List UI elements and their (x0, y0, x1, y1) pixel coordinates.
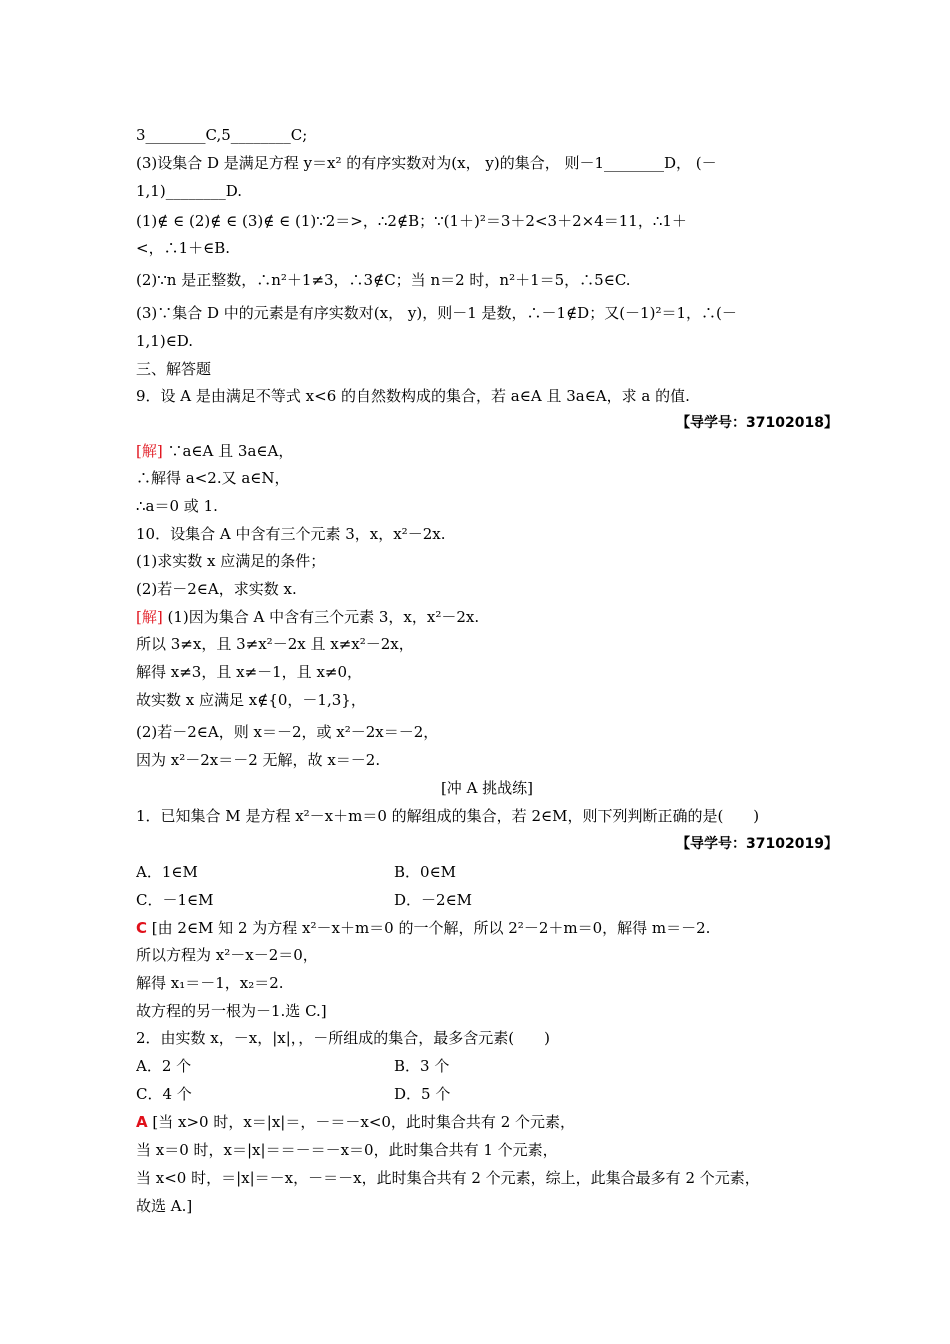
solution-line: [解] ∵a∈A 且 3a∈A， (136, 442, 294, 460)
solution-line: [解] (1)因为集合 A 中含有三个元素 3，x，x²－2x. (136, 608, 480, 626)
text-line: 3________C,5________C; (136, 126, 308, 144)
text-line: (3)设集合 D 是满足方程 y＝x² 的有序实数对为(x， y)的集合， 则－1________D， (－ (136, 154, 717, 172)
options-row (136, 1056, 838, 1076)
answer-letter: C (136, 919, 148, 937)
text-line: 1,1)________D. (136, 182, 242, 200)
text-line: (2)∵n 是正整数，∴n²＋1≠3，∴3∉C；当 n＝2 时，n²＋1＝5，∴5∈C. (136, 271, 631, 289)
text-line: 故方程的另一根为－1.选 C.] (136, 1002, 327, 1020)
text-line: (3)∵集合 D 中的元素是有序实数对(x， y)，则－1 是数，∴－1∉D；又(－1)²＝1，∴(－ (136, 304, 737, 322)
option-d: D．5 个 (394, 1085, 451, 1103)
text-line: (2)若－2∈A，则 x＝－2，或 x²－2x＝－2， (136, 723, 439, 741)
option-a: A．2 个 (136, 1057, 192, 1075)
question-10: 10．设集合 A 中含有三个元素 3，x，x²－2x. (136, 525, 446, 543)
text-line: 故实数 x 应满足 x∉{0，－1,3}， (136, 691, 366, 709)
option-c: C．－1∈M (136, 891, 214, 909)
text-line: 解得 x₁＝－1，x₂＝2. (136, 974, 284, 992)
question-9: 9．设 A 是由满足不等式 x<6 的自然数构成的集合，若 a∈A 且 3a∈A，求 a 的值. (136, 387, 690, 405)
options-row (136, 1084, 838, 1104)
text-line: <，∴1＋∈B. (136, 239, 231, 257)
solution-tag: [解] (136, 608, 163, 626)
text-line: 故选 A.] (136, 1197, 193, 1215)
answer-line: A [当 x>0 时，x＝|x|＝，－＝－x<0，此时集合共有 2 个元素， (136, 1113, 576, 1131)
text-line: 解得 x≠3，且 x≠－1，且 x≠0， (136, 663, 363, 681)
option-b: B．0∈M (394, 863, 457, 881)
text-line: 所以方程为 x²－x－2＝0， (136, 946, 318, 964)
guide-number: 【导学号：37102019】 (676, 836, 838, 852)
options-row (136, 890, 838, 910)
section-heading: 三、解答题 (136, 360, 212, 378)
text-line: 所以 3≠x，且 3≠x²－2x 且 x≠x²－2x， (136, 635, 414, 653)
option-b: B．3 个 (394, 1057, 450, 1075)
text-line: (2)若－2∈A，求实数 x. (136, 580, 297, 598)
guide-number: 【导学号：37102018】 (676, 415, 838, 431)
section-heading: [冲 A 挑战练] (440, 779, 534, 797)
answer-line: C [由 2∈M 知 2 为方程 x²－x＋m＝0 的一个解，所以 2²－2＋m＝0，解得 m＝－2. (136, 919, 711, 937)
option-d: D．－2∈M (394, 891, 473, 909)
answer-letter: A (136, 1113, 148, 1131)
text-line: 1,1)∈D. (136, 332, 194, 350)
text-line: 因为 x²－2x＝－2 无解，故 x＝－2. (136, 751, 381, 769)
option-c: C．4 个 (136, 1085, 192, 1103)
text-line: 当 x＝0 时，x＝|x|＝＝－＝－x＝0，此时集合共有 1 个元素， (136, 1141, 558, 1159)
question-2: 2．由实数 x，－x，|x|，，－所组成的集合，最多含元素( ) (136, 1029, 551, 1047)
text-line: (1)求实数 x 应满足的条件； (136, 552, 326, 570)
text-line: ∴a＝0 或 1. (136, 497, 218, 515)
option-a: A．1∈M (136, 863, 198, 881)
question-1: 1．已知集合 M 是方程 x²－x＋m＝0 的解组成的集合，若 2∈M，则下列判断正确的是( ) (136, 807, 760, 825)
solution-tag: [解] (136, 442, 163, 460)
text-line: (1)∉ ∈ (2)∉ ∈ (3)∉ ∈ (1)∵2＝>，∴2∉B；∵(1＋)²＝3＋2<3＋2×4＝11，∴1＋ (136, 212, 687, 230)
options-row (136, 862, 838, 882)
text-line: ∴解得 a<2.又 a∈N， (136, 469, 290, 487)
text-line: 当 x<0 时，＝|x|＝－x，－＝－x，此时集合共有 2 个元素，综上，此集合最多有 2 个元素， (136, 1169, 760, 1187)
